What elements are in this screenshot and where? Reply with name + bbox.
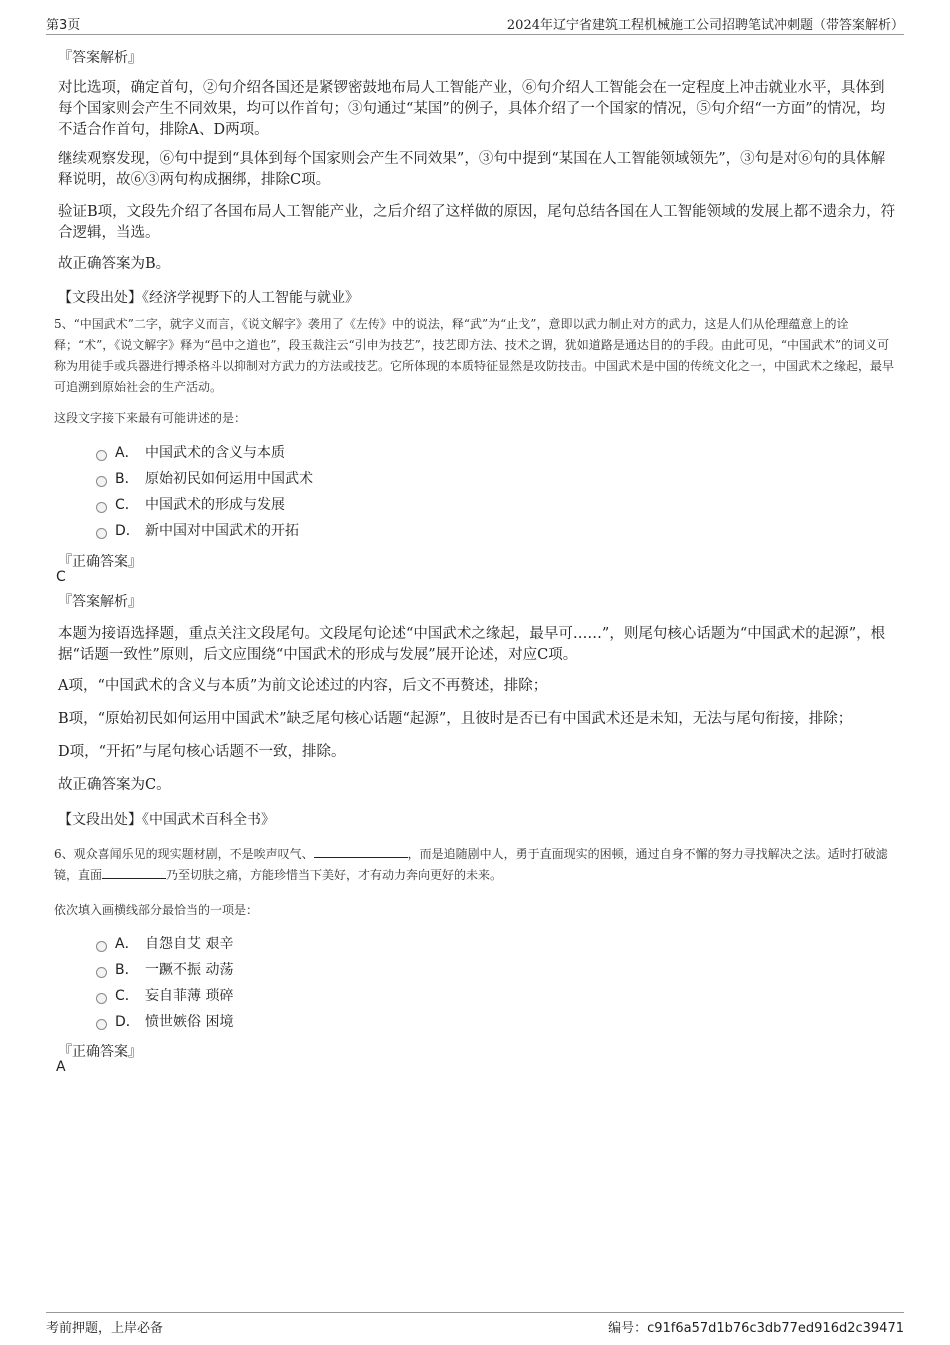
footer-slogan: 考前押题，上岸必备 xyxy=(46,1321,164,1336)
q4-analysis-tag: 『答案解析』 xyxy=(58,50,142,66)
radio-icon[interactable] xyxy=(96,941,107,952)
q5-analysis-p1: 本题为接语选择题，重点关注文段尾句。文段尾句论述“中国武术之缘起，最早可……”，则尾句核心话题为“中国武术的起源”，根据“话题一致性”原则，后文应围绕“中国武术的形成与发展”展开论述，对应C项。 xyxy=(58,626,886,663)
q5-prompt: 这段文字接下来最有可能讲述的是： xyxy=(54,411,247,425)
q6-option-a[interactable]: A． 自怨自艾 艰辛 xyxy=(96,932,233,954)
option-text: 愤世嫉俗 困境 xyxy=(145,1014,234,1030)
q5-option-c[interactable]: C． 中国武术的形成与发展 xyxy=(96,493,285,515)
q5-answer-tag: 『正确答案』 xyxy=(58,554,142,570)
document-title: 2024年辽宁省建筑工程机械施工公司招聘笔试冲刺题（带答案解析） xyxy=(506,18,904,33)
radio-icon[interactable] xyxy=(96,1019,107,1030)
q6-option-d[interactable]: D． 愤世嫉俗 困境 xyxy=(96,1010,233,1032)
radio-icon[interactable] xyxy=(96,993,107,1004)
q6-option-b[interactable]: B． 一蹶不振 动荡 xyxy=(96,958,233,980)
option-text: 自怨自艾 艰辛 xyxy=(145,936,234,952)
option-text: 原始初民如何运用中国武术 xyxy=(145,471,313,487)
radio-icon[interactable] xyxy=(96,528,107,539)
q5-analysis-p5: 故正确答案为C。 xyxy=(58,777,171,793)
option-text: 中国武术的形成与发展 xyxy=(145,497,285,513)
page-number: 第3页 xyxy=(46,18,81,33)
q5-option-b[interactable]: B． 原始初民如何运用中国武术 xyxy=(96,467,313,489)
q5-analysis-p4: D项，“开拓”与尾句核心话题不一致，排除。 xyxy=(58,744,346,760)
q5-option-d[interactable]: D． 新中国对中国武术的开拓 xyxy=(96,519,299,541)
q5-analysis-tag: 『答案解析』 xyxy=(58,594,142,610)
fill-blank-1[interactable] xyxy=(314,845,408,858)
q6-answer-tag: 『正确答案』 xyxy=(58,1044,142,1060)
document-code: 编号：c91f6a57d1b76c3db77ed916d2c39471 xyxy=(608,1321,904,1336)
q6-option-c[interactable]: C． 妄自菲薄 琐碎 xyxy=(96,984,233,1006)
option-text: 妄自菲薄 琐碎 xyxy=(145,988,234,1004)
page-footer xyxy=(46,1312,904,1337)
q4-analysis-p4: 故正确答案为B。 xyxy=(58,256,171,272)
q5-source: 【文段出处】《中国武术百科全书》 xyxy=(58,812,275,828)
q4-analysis-p2: 继续观察发现，⑥句中提到“具体到每个国家则会产生不同效果”，③句中提到“某国在人工智能领域领先”，③句是对⑥句的具体解释说明，故⑥③两句构成捆绑，排除C项。 xyxy=(58,151,886,188)
radio-icon[interactable] xyxy=(96,967,107,978)
q4-source: 【文段出处】《经济学视野下的人工智能与就业》 xyxy=(58,290,359,306)
option-text: 中国武术的含义与本质 xyxy=(145,445,285,461)
q4-analysis-p1: 对比选项，确定首句，②句介绍各国还是紧锣密鼓地布局人工智能产业，⑥句介绍人工智能会在一定程度上冲击就业水平，具体到每个国家则会产生不同效果，均可以作首句；③句通过“某国”的例子，具体介绍了一个国家的情况，⑤句介绍“一方面”的情况，均不适合作首句，排除A、D两项。 xyxy=(58,80,886,138)
q5-answer: C xyxy=(56,569,66,585)
q5-analysis-p2: A项，“中国武术的含义与本质”为前文论述过的内容，后文不再赘述，排除； xyxy=(58,678,548,694)
page-header xyxy=(46,14,904,35)
radio-icon[interactable] xyxy=(96,476,107,487)
q4-analysis-p3: 验证B项，文段先介绍了各国布局人工智能产业，之后介绍了这样做的原因，尾句总结各国在人工智能领域的发展上都不遗余力，符合逻辑，当选。 xyxy=(58,204,896,241)
q5-analysis-p3: B项，“原始初民如何运用中国武术”缺乏尾句核心话题“起源”，且彼时是否已有中国武术还是未知，无法与尾句衔接，排除； xyxy=(58,711,853,727)
q5-option-a[interactable]: A． 中国武术的含义与本质 xyxy=(96,441,285,463)
q6-prompt: 依次填入画横线部分最恰当的一项是： xyxy=(54,903,259,917)
q6-answer: A xyxy=(56,1059,66,1075)
option-text: 一蹶不振 动荡 xyxy=(145,962,234,978)
q6-stem: 6、观众喜闻乐见的现实题材剧，不是唉声叹气、 ，而是追随剧中人，勇于直面现实的困顿，通过自身不懈的努力寻找解决之法。适时打破滤镜，直面 乃至切肤之痛，方能珍惜当下美好，才有动力奔向更好的未来。 xyxy=(54,847,888,882)
radio-icon[interactable] xyxy=(96,502,107,513)
fill-blank-2[interactable] xyxy=(102,866,166,879)
radio-icon[interactable] xyxy=(96,450,107,461)
option-text: 新中国对中国武术的开拓 xyxy=(145,523,299,539)
q5-stem: 5、“中国武术”二字，就字义而言，《说文解字》袭用了《左传》中的说法，释“武”为“止戈”，意即以武力制止对方的武力，这是人们从伦理蕴意上的诠释；“术”，《说文解字》释为“邑中之道也”，段玉裁注云“引申为技艺”，技艺即方法、技术之谓，犹如道路是通达目的的手段。由此可见，“中国武术”的词义可称为用徒手或兵器进行搏杀格斗以抑制对方武力的方法或技艺。它所体现的本质特征显然是攻防技击。中国武术是中国的传统文化之一，中国武术之缘起，最早可追溯到原始社会的生产活动。 xyxy=(54,317,895,394)
